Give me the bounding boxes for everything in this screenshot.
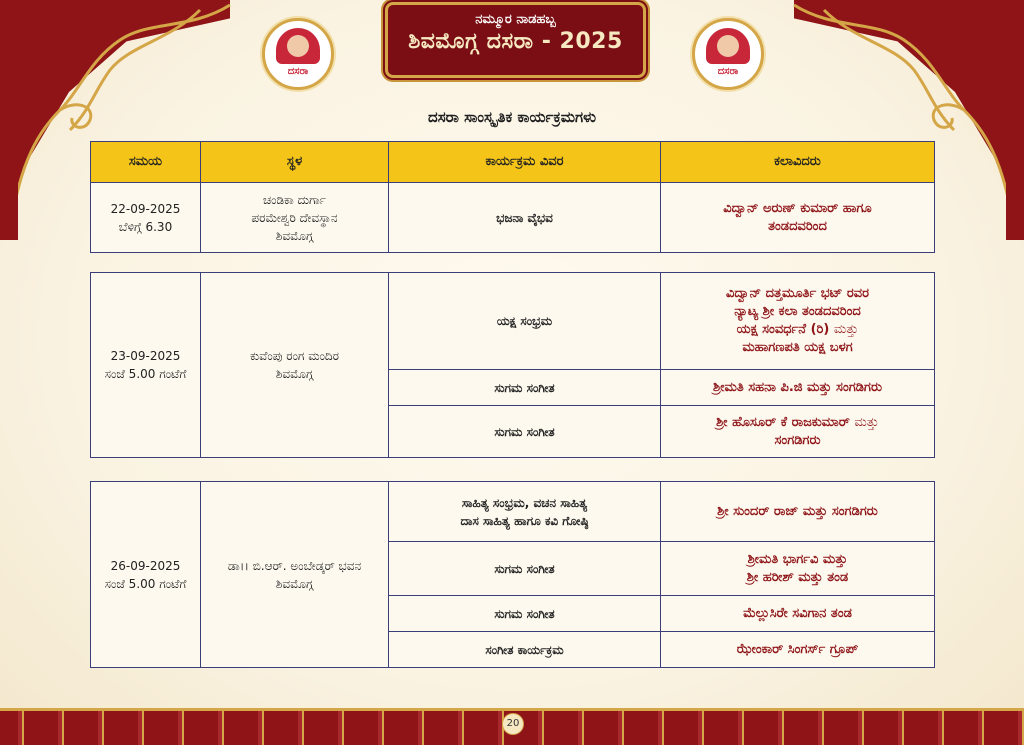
page-number: 20 — [502, 713, 524, 735]
artist-line: ತಂಡದವರಿಂದ — [768, 218, 827, 234]
time-cell — [91, 273, 201, 458]
side-border-right — [1006, 120, 1024, 240]
page-title: ದಸರಾ ಸಾಂಸ್ಕೃತಿಕ ಕಾರ್ಯಕ್ರಮಗಳು — [428, 108, 596, 126]
time-text: ಸಂಜೆ 5.00 ಗಂಟೆಗೆ — [104, 367, 187, 381]
artist-line: ವಿದ್ವಾನ್ ಅರುಣ್ ಕುಮಾರ್ ಹಾಗೂ — [723, 200, 872, 216]
goddess-icon — [287, 35, 309, 57]
artist-text: ಶ್ರೀ ಹೊಸೂರ್ ಕೆ ರಾಜಕುಮಾರ್ — [716, 414, 850, 430]
table-header-row — [91, 142, 935, 183]
artist-line — [665, 321, 930, 339]
schedule-table-day1 — [90, 141, 935, 253]
goddess-icon — [717, 35, 739, 57]
venue-cell — [201, 273, 389, 458]
artist-cell — [661, 273, 935, 370]
table-row — [91, 482, 935, 542]
venue-line: ಕುವೆಂಪು ರಂಗ ಮಂದಿರ — [249, 349, 340, 363]
table-row — [91, 273, 935, 370]
artist-text: ಯಕ್ಷ ಸಂವರ್ಧನೆ (ರಿ) — [736, 322, 830, 337]
banner-subtitle: ನಮ್ಮೂರ ನಾಡಹಬ್ಬ — [475, 12, 556, 27]
schedule-table-day3 — [90, 481, 935, 668]
program-line: ದಾಸ ಸಾಹಿತ್ಯ ಹಾಗೂ ಕವಿ ಗೋಷ್ಠಿ — [460, 513, 589, 528]
artist-line: ಶ್ರೀಮತಿ ಭಾರ್ಗವಿ ಮತ್ತು — [747, 551, 848, 567]
program-line: ಸಾಹಿತ್ಯ ಸಂಭ್ರಮ, ವಚನ ಸಾಹಿತ್ಯ — [461, 495, 588, 510]
program-cell: ಭಜನಾ ವೈಭವ — [389, 183, 661, 253]
logo-text: ದಸರಾ — [717, 66, 739, 77]
schedule-table-day2 — [90, 272, 935, 458]
program-cell: ಯಕ್ಷ ಸಂಭ್ರಮ — [389, 273, 661, 370]
venue-cell — [201, 183, 389, 253]
artist-cell — [661, 542, 935, 596]
artist-line: ಮಹಾಗಣಪತಿ ಯಕ್ಷ ಬಳಗ — [742, 340, 853, 355]
venue-line: ಶಿವಮೊಗ್ಗ — [275, 228, 314, 243]
side-border-left — [0, 120, 18, 240]
program-cell: ಸುಗಮ ಸಂಗೀತ — [389, 596, 661, 632]
artist-cell: ಶ್ರೀಮತಿ ಸಹನಾ ಪಿ.ಜಿ ಮತ್ತು ಸಂಗಡಿಗರು — [661, 370, 935, 406]
venue-line: ಡಾ।। ಬಿ.ಆರ್. ಅಂಬೇಡ್ಕರ್ ಭವನ — [227, 558, 362, 573]
time-cell — [91, 183, 201, 253]
date-text: 22-09-2025 — [110, 201, 181, 216]
program-cell: ಸುಗಮ ಸಂಗೀತ — [389, 542, 661, 596]
artist-cell: ಝೇಂಕಾರ್ ಸಿಂಗರ್ಸ್ ಗ್ರೂಪ್ — [661, 632, 935, 668]
col-header-venue: ಸ್ಥಳ — [201, 142, 389, 183]
dasara-logo-left — [262, 18, 334, 90]
venue-line: ಚಂಡಿಕಾ ದುರ್ಗಾ — [262, 192, 327, 207]
artist-line — [665, 414, 930, 432]
header-banner — [385, 2, 646, 78]
venue-cell — [201, 482, 389, 668]
artist-cell: ಶ್ರೀ ಸುಂದರ್ ರಾಜ್ ಮತ್ತು ಸಂಗಡಿಗರು — [661, 482, 935, 542]
venue-line: ಪರಮೇಶ್ವರಿ ದೇವಸ್ಥಾನ — [251, 210, 338, 225]
banner-title: ಶಿವಮೊಗ್ಗ ದಸರಾ - 2025 — [408, 29, 623, 54]
artist-line: ಸಂಗಡಿಗರು — [774, 432, 821, 448]
program-cell — [389, 482, 661, 542]
artist-line: ಶ್ರೀ ಹರೀಶ್ ಮತ್ತು ತಂಡ — [746, 569, 849, 585]
program-cell: ಸುಗಮ ಸಂಗೀತ — [389, 370, 661, 406]
program-cell: ಸುಗಮ ಸಂಗೀತ — [389, 406, 661, 458]
venue-line: ಶಿವಮೊಗ್ಗ — [275, 367, 314, 381]
artist-cell: ಮೆಲ್ಲುಸಿರೇ ಸವಿಗಾನ ತಂಡ — [661, 596, 935, 632]
col-header-artists: ಕಲಾವಿದರು — [661, 142, 935, 183]
table-row — [91, 183, 935, 253]
time-cell — [91, 482, 201, 668]
time-text: ಸಂಜೆ 5.00 ಗಂಟೆಗೆ — [104, 576, 187, 591]
program-cell: ಸಂಗೀತ ಕಾರ್ಯಕ್ರಮ — [389, 632, 661, 668]
artist-line: ನ್ಯಾಟ್ಯ ಶ್ರೀ ಕಲಾ ತಂಡದವರಿಂದ — [734, 304, 861, 319]
dasara-logo-right — [692, 18, 764, 90]
date-text: 26-09-2025 — [110, 558, 181, 573]
artist-cell — [661, 406, 935, 458]
time-text: ಬೆಳಿಗ್ಗೆ 6.30 — [118, 219, 173, 234]
artist-conjunction: ಮತ್ತು — [854, 414, 879, 430]
artist-line: ವಿದ್ವಾನ್ ದತ್ತಮೂರ್ತಿ ಭಟ್ ರವರ — [725, 286, 870, 301]
venue-line: ಶಿವಮೊಗ್ಗ — [275, 576, 314, 591]
artist-conjunction: ಮತ್ತು — [833, 322, 859, 337]
logo-text: ದಸರಾ — [287, 66, 309, 77]
col-header-time: ಸಮಯ — [91, 142, 201, 183]
artist-cell — [661, 183, 935, 253]
date-text: 23-09-2025 — [110, 349, 181, 363]
col-header-program: ಕಾರ್ಯಕ್ರಮ ವಿವರ — [389, 142, 661, 183]
